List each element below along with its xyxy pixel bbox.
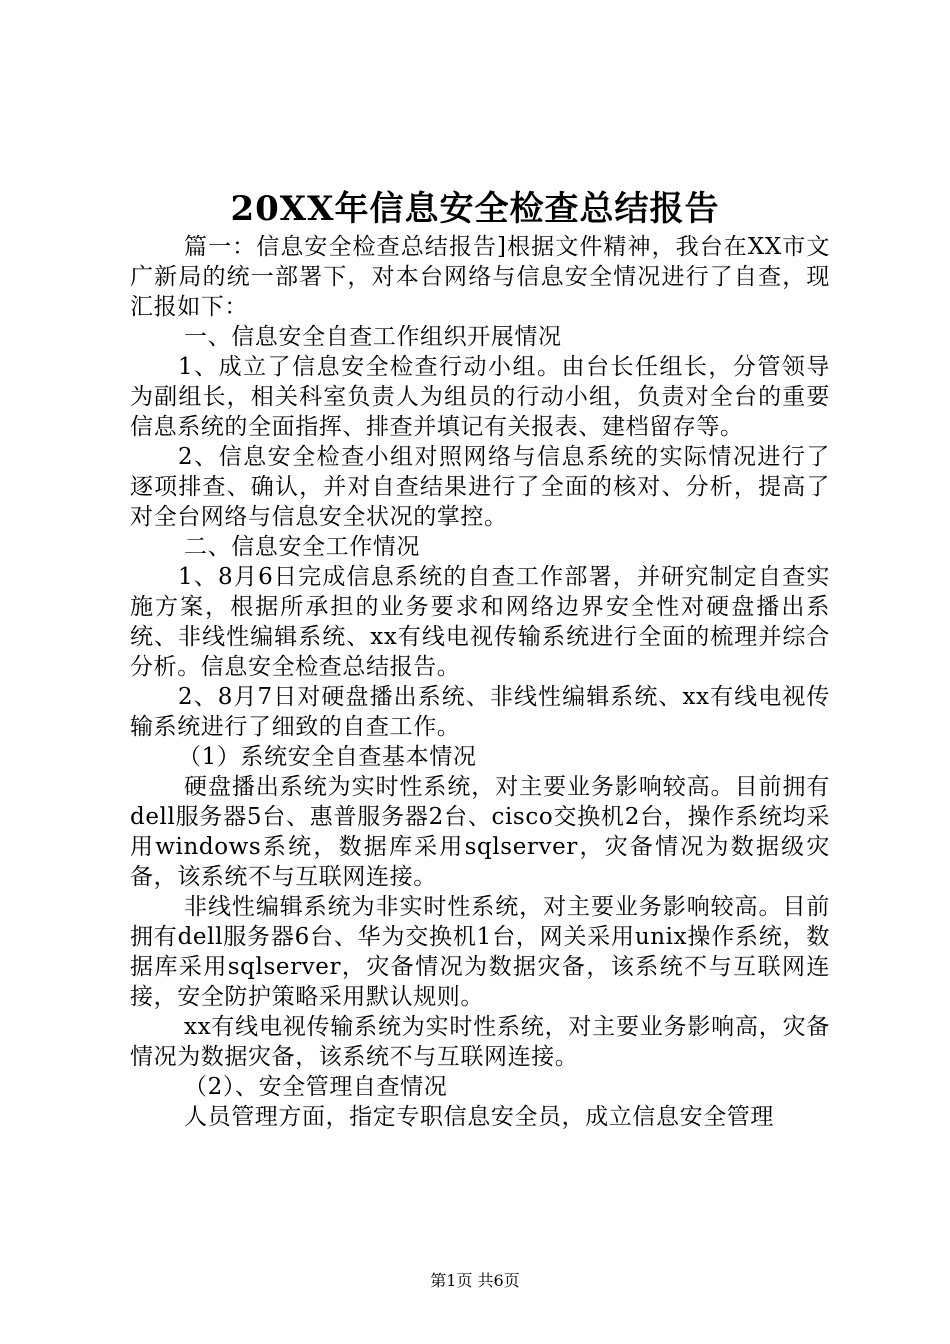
paragraph-transmission-system: xx有线电视传输系统为实时性系统，对主要业务影响高，灾备情况为数据灾备，该系统不与互联网连接。 [130,1014,830,1070]
subsection-heading-1: （1）系统安全自查基本情况 [178,744,477,770]
page-number: 第1页 共6页 [430,1271,520,1290]
paragraph-personnel: 人员管理方面，指定专职信息安全员，成立信息安全管理 [184,1104,774,1130]
document-title: 20XX年信息安全检查总结报告 [230,189,720,229]
paragraph-2-2: 2、8月7日对硬盘播出系统、非线性编辑系统、xx有线电视传输系统进行了细致的自查工作。 [130,684,830,740]
section-heading-2: 二、信息安全工作情况 [184,534,420,560]
paragraph-2-1: 1、8月6日完成信息系统的自查工作部署，并研究制定自查实施方案，根据所承担的业务要求和网络边界安全性对硬盘播出系统、非线性编辑系统、xx有线电视传输系统进行全面的梳理并综合分析。信息安全检查总结报告。 [130,564,830,680]
paragraph-1-2: 2、信息安全检查小组对照网络与信息系统的实际情况进行了逐项排查、确认，并对自查结果进行了全面的核对、分析，提高了对全台网络与信息安全状况的掌控。 [130,444,830,530]
section-heading-1: 一、信息安全自查工作组织开展情况 [184,324,562,350]
document-body [130,232,830,1132]
paragraph-intro: 篇一：信息安全检查总结报告]根据文件精神，我台在XX市文广新局的统一部署下，对本台网络与信息安全情况进行了自查，现汇报如下： [130,234,830,320]
paragraph-editing-system: 非线性编辑系统为非实时性系统，对主要业务影响较高。目前拥有dell服务器6台、华为交换机1台，网关采用unix操作系统，数据库采用sqlserver，灾备情况为数据灾备，该系统不与互联网连接，安全防护策略采用默认规则。 [130,894,830,1010]
subsection-heading-2: （2）、安全管理自查情况 [184,1074,448,1100]
paragraph-1-1: 1、成立了信息安全检查行动小组。由台长任组长，分管领导为副组长，相关科室负责人为组员的行动小组，负责对全台的重要信息系统的全面指挥、排查并填记有关报表、建档留存等。 [130,354,830,440]
paragraph-playout-system: 硬盘播出系统为实时性系统，对主要业务影响较高。目前拥有dell服务器5台、惠普服务器2台、cisco交换机2台，操作系统均采用windows系统，数据库采用sqlserver，灾备情况为数据级灾备，该系统不与互联网连接。 [130,774,830,890]
